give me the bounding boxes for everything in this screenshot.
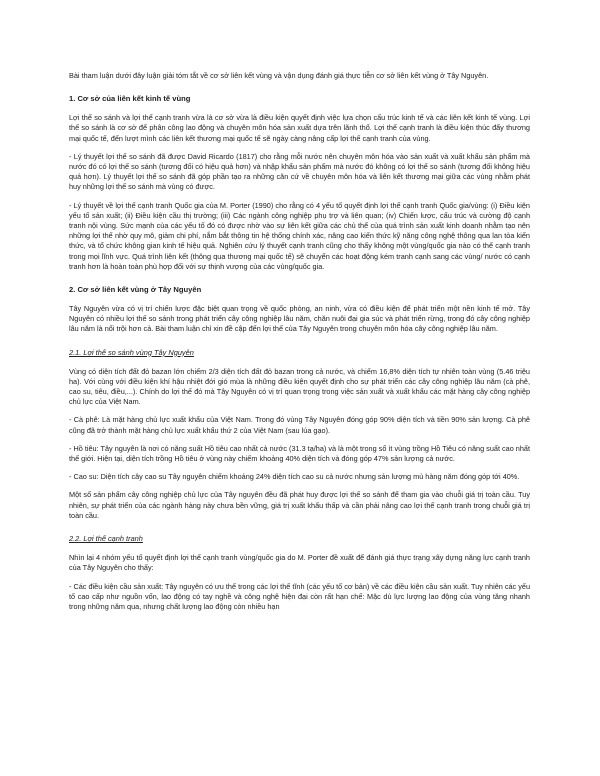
section-2-heading: 2. Cơ sở liên kết vùng ở Tây Nguyên — [69, 285, 202, 295]
intro-paragraph: Bài tham luận dưới đây luận giải tóm tắt về cơ sở liên kết vùng và vận dụng đánh giá thực tiễn cơ sở liên kết vùng ở Tây Nguyên. — [69, 71, 489, 80]
paragraph: - Lý thuyết về lợi thế cạnh tranh Quốc gia của M. Porter (1990) cho rằng có 4 yếu tố quyết định lợi thế cạnh tranh Quốc gia/vùng: (i) Điều kiện yếu tố sản xuất; (ii) Điều kiện cầu thị trường; (iii) Các ngành công nghiệp phụ trợ và liên quan; (iv) Chiến lược, cấu trúc và cường độ cạnh tranh nội vùng. Sức mạnh của các yếu tố đó có được nhờ vào sự liên kết giữa các chủ thể của quá trình sản xuất kinh doanh nhằm tạo nên những lợi thế nhờ quy mô, giảm chi phí, nắm bắt thông tin hệ thống chính xác, nâng cao kiến thức kỹ năng công nghệ thông qua lan tỏa kiến thức, và tổ chức không gian kinh tế hiệu quả. Nghiên cứu lý thuyết cạnh tranh cũng cho thấy không một vùng/quốc gia nào có thể cạnh tranh trong mọi lĩnh vực. Quá trình liên kết (thông qua thương mại quốc tế) sẽ chuyển các hoạt động kém tranh cạnh sang các vùng/ nước có cạnh tranh hơn là hoàn toàn phù hợp đối với sự thịnh vượng của các vùng/quốc gia. — [69, 200, 530, 271]
paragraph: Vùng có diện tích đất đỏ bazan lớn chiếm 2/3 diện tích đất đỏ bazan trong cả nước, và chiếm 16,8% diện tích tự nhiên toàn vùng (5.46 triệu ha). Với cùng với điều kiện khí hậu nhiệt đới gió mùa là những điều kiện quyết định cho sự phát triển các cây công nghiệp lâu năm (cà phê, cao su, tiêu, điều,...). Chính do lợi thế đó mà Tây Nguyên có vị trí quan trọng trong việc sản xuất và xuất khẩu các mặt hàng cây công nghiệp chủ lực của Việt Nam. — [69, 366, 530, 407]
document-body — [69, 71, 530, 620]
paragraph: Một số sản phẩm cây công nghiệp chủ lực của Tây nguyên đều đã phát huy được lợi thế so sánh để tham gia vào chuỗi giá trị toàn cầu. Tuy nhiên, sự phát triển của các ngành hàng này chưa bền vững, giá trị xuất khẩu thấp và cần phải nâng cao lợi thế cạnh tranh trong chuỗi giá trị toàn cầu. — [69, 490, 530, 520]
paragraph: - Cà phê: Là mặt hàng chủ lực xuất khẩu của Việt Nam. Trong đó vùng Tây Nguyên đóng góp 90% diện tích và tiền 90% sản lượng. Cà phê cũng đã trở thành mặt hàng chủ lực xuất khẩu thứ 2 của Việt Nam (sau lúa gạo). — [69, 415, 530, 435]
paragraph: - Các điều kiện cầu sản xuất: Tây nguyên có ưu thế trong các lợi thế tĩnh (các yếu tố cơ bản) về các điều kiện cầu sản xuất. Tuy nhiên các yếu tố cao cấp như nguồn vốn, lao động có tay nghề và công nghệ hiện đại còn rất hạn chế: Mặc dù lực lượng lao động của vùng tăng nhanh trong những năm qua, nhưng chất lượng lao động còn nhiều hạn — [69, 581, 530, 611]
paragraph: - Lý thuyết lợi thế so sánh đã được David Ricardo (1817) cho rằng mỗi nước nên chuyên môn hóa vào sản xuất và xuất khẩu sản phẩm mà nước đó có lợi thế so sánh (tương đối có hiệu quả hơn) và nhập khẩu sản phẩm mà nước đó không có lợi thế so sánh (tương đối không hiệu quả hơn). Lý thuyết lợi thế so sánh đã góp phần tạo ra những căn cứ về chuyên môn hóa và liên kết thương mại giữa các vùng nhằm phát huy những lợi thế so sánh mà vùng có được. — [69, 151, 530, 192]
paragraph: Nhìn lại 4 nhóm yếu tố quyết định lợi thế cạnh tranh vùng/quốc gia do M. Porter đề xuất để đánh giá thực trạng xây dựng năng lực cạnh tranh của Tây Nguyên cho thấy: — [69, 553, 530, 573]
paragraph: - Cao su: Diện tích cây cao su Tây nguyên chiếm khoảng 24% diện tích cao su cả nước nhưng sản lượng mủ hàng năm đóng góp tới 40%. — [69, 472, 520, 482]
section-1-heading: 1. Cơ sở của liên kết kinh tế vùng — [69, 94, 191, 104]
section-2-2-heading: 2.2. Lợi thế cạnh tranh — [69, 534, 143, 544]
paragraph: Tây Nguyên vừa có vị trí chiến lược đặc biệt quan trọng về quốc phòng, an ninh, vừa có điều kiện để phát triển một nền kinh tế mở. Tây Nguyên có nhiều lợi thế so sánh trong phát triển cây công nghiệp lâu năm, chăn nuôi đại gia súc và phát triển rừng, trong đó cây công nghiệp lâu năm là nổi trội hơn cả. Bài tham luận chỉ xin đề cập đến lợi thế của Tây Nguyên trong chuyên môn hóa cây công nghiệp lâu năm. — [69, 304, 530, 334]
paragraph: Lợi thế so sánh và lợi thế cạnh tranh vừa là cơ sở vừa là điều kiện quyết định việc lựa chọn cấu trúc kinh tế và các liên kết kinh tế vùng. Lợi thế so sánh là cơ sở để phân công lao động và chuyên môn hóa sản xuất dựa trên lãnh thổ. Lợi thế cạnh tranh là điều kiện thúc đẩy thương mại quốc tế, đến lượt mình các liên kết thương mại quốc tế sẽ ngày càng nâng cấp lợi thế cạnh tranh của vùng. — [69, 113, 530, 143]
section-2-1-heading: 2.1. Lợi thế so sánh vùng Tây Nguyên — [69, 347, 194, 357]
paragraph: - Hồ tiêu: Tây nguyên là nơi có năng suất Hồ tiêu cao nhất cả nước (31.3 tạ/ha) và là một trong số ít vùng trồng Hồ Tiêu có năng suất cao nhất thế giới. Hiện tại, diện tích trồng Hồ tiêu ở vùng này chiếm khoảng 40% diện tích và đóng góp 47% sản lượng cả nước. — [69, 443, 530, 464]
